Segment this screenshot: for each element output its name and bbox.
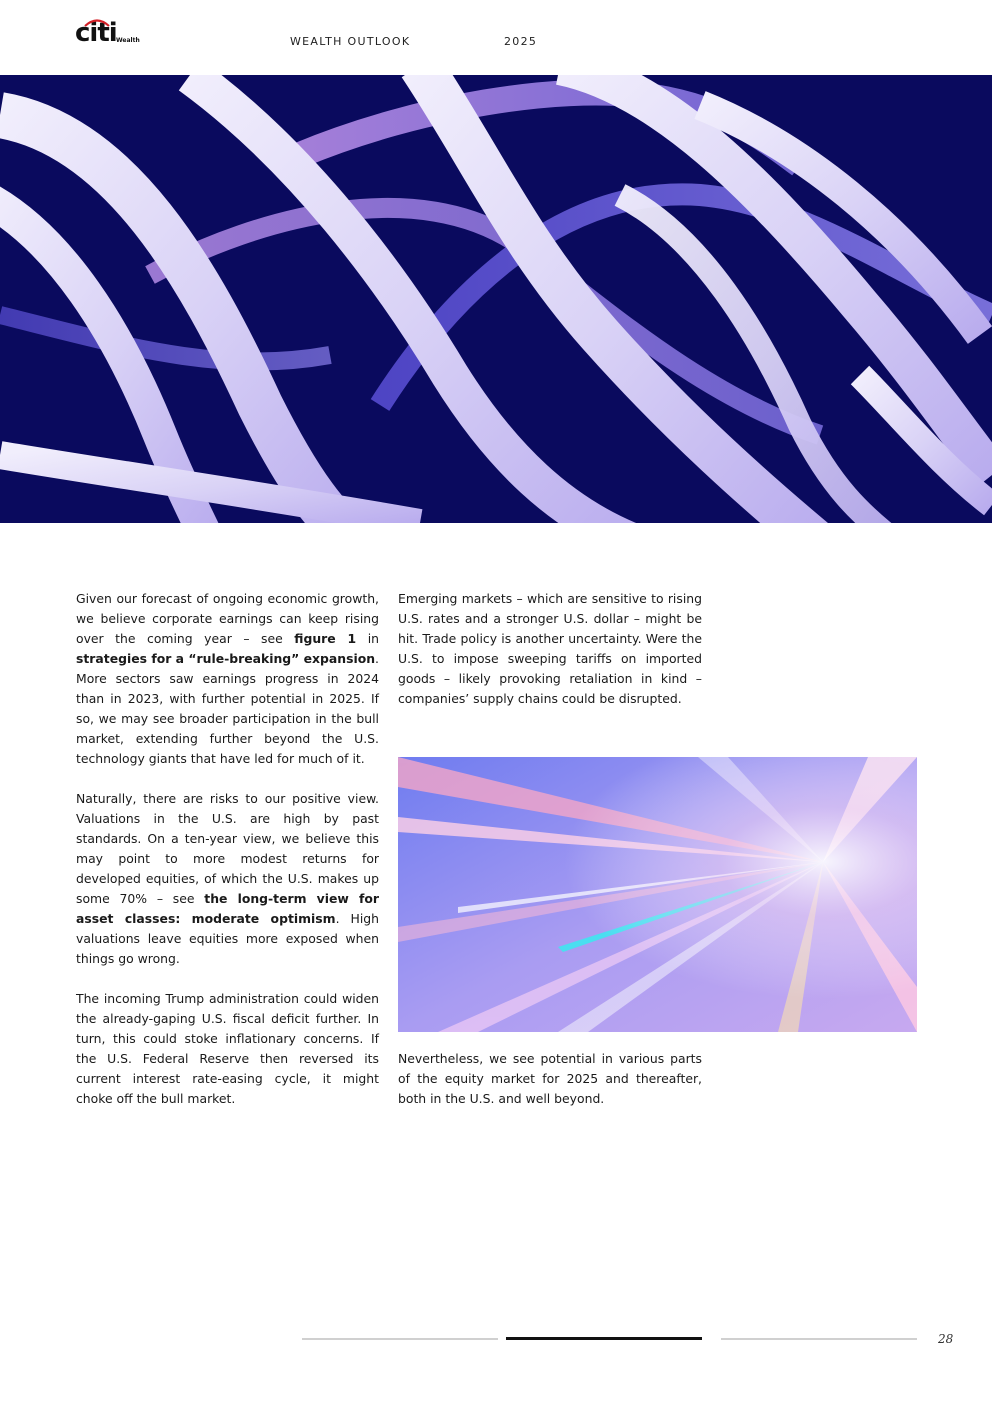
text-column-right-top <box>398 589 702 729</box>
paragraph-text: in <box>356 631 380 646</box>
section-progress-bar-1[interactable] <box>302 1338 498 1340</box>
text-column-left <box>76 589 379 1129</box>
paragraph-risks <box>76 789 379 969</box>
paragraph-emerging-markets: Emerging markets – which are sensitive to rising U.S. rates and a stronger U.S. dollar – might be hit. Trade policy is another uncertainty. Were the U.S. to impose sweeping tariffs on imported goods – likely provoking retaliation in kind – companies’ supply chains could be disrupted. <box>398 591 702 706</box>
section-progress-bar-3[interactable] <box>721 1338 917 1340</box>
text-column-right-bottom <box>398 1049 702 1129</box>
page-number: 28 <box>938 1332 954 1346</box>
hero-ribbon-image <box>0 75 992 523</box>
citi-wealth-logo <box>75 18 140 50</box>
paragraph-nevertheless: Nevertheless, we see potential in various parts of the equity market for 2025 and thereafter, both in the U.S. and well beyond. <box>398 1051 702 1106</box>
section-progress-bar-2-active[interactable] <box>506 1337 702 1340</box>
paragraph-text: Naturally, there are risks to our positive view. Valuations in the U.S. are high by past standards. On a ten-year view, we believe this may point to more modest returns for developed equities, of which the U.S. makes up some 70% – see <box>76 791 379 906</box>
figure-reference[interactable]: figure 1 <box>294 631 357 646</box>
logo-wordmark: citi <box>75 18 117 48</box>
strategies-link[interactable]: strategies for a “rule-breaking” expansion <box>76 651 376 666</box>
paragraph-text: . High valuations leave equities more exposed when things go wrong. <box>76 911 379 966</box>
publication-title: WEALTH OUTLOOK <box>290 35 411 48</box>
light-burst-image <box>398 757 917 1032</box>
paragraph-text: Given our forecast of ongoing economic growth, we believe corporate earnings can keep rising over the coming year – see <box>76 591 379 646</box>
paragraph-fiscal: The incoming Trump administration could widen the already-gaping U.S. fiscal deficit further. In turn, this could stoke inflationary concerns. If the U.S. Federal Reserve then reversed its current interest rate-easing cycle, it might choke off the bull market. <box>76 991 379 1106</box>
page-header <box>0 0 992 75</box>
logo-arc-icon <box>83 17 111 27</box>
publication-year: 2025 <box>504 35 538 48</box>
logo-subtext: Wealth <box>116 37 140 44</box>
long-term-view-link[interactable]: the long-term view for asset classes: moderate optimism <box>76 891 380 926</box>
paragraph-earnings <box>76 589 379 769</box>
paragraph-text: . More sectors saw earnings progress in 2024 than in 2023, with further potential in 2025. If so, we may see broader participation in the bull market, extending further beyond the U.S. technology giants that have led for much of it. <box>76 651 379 766</box>
